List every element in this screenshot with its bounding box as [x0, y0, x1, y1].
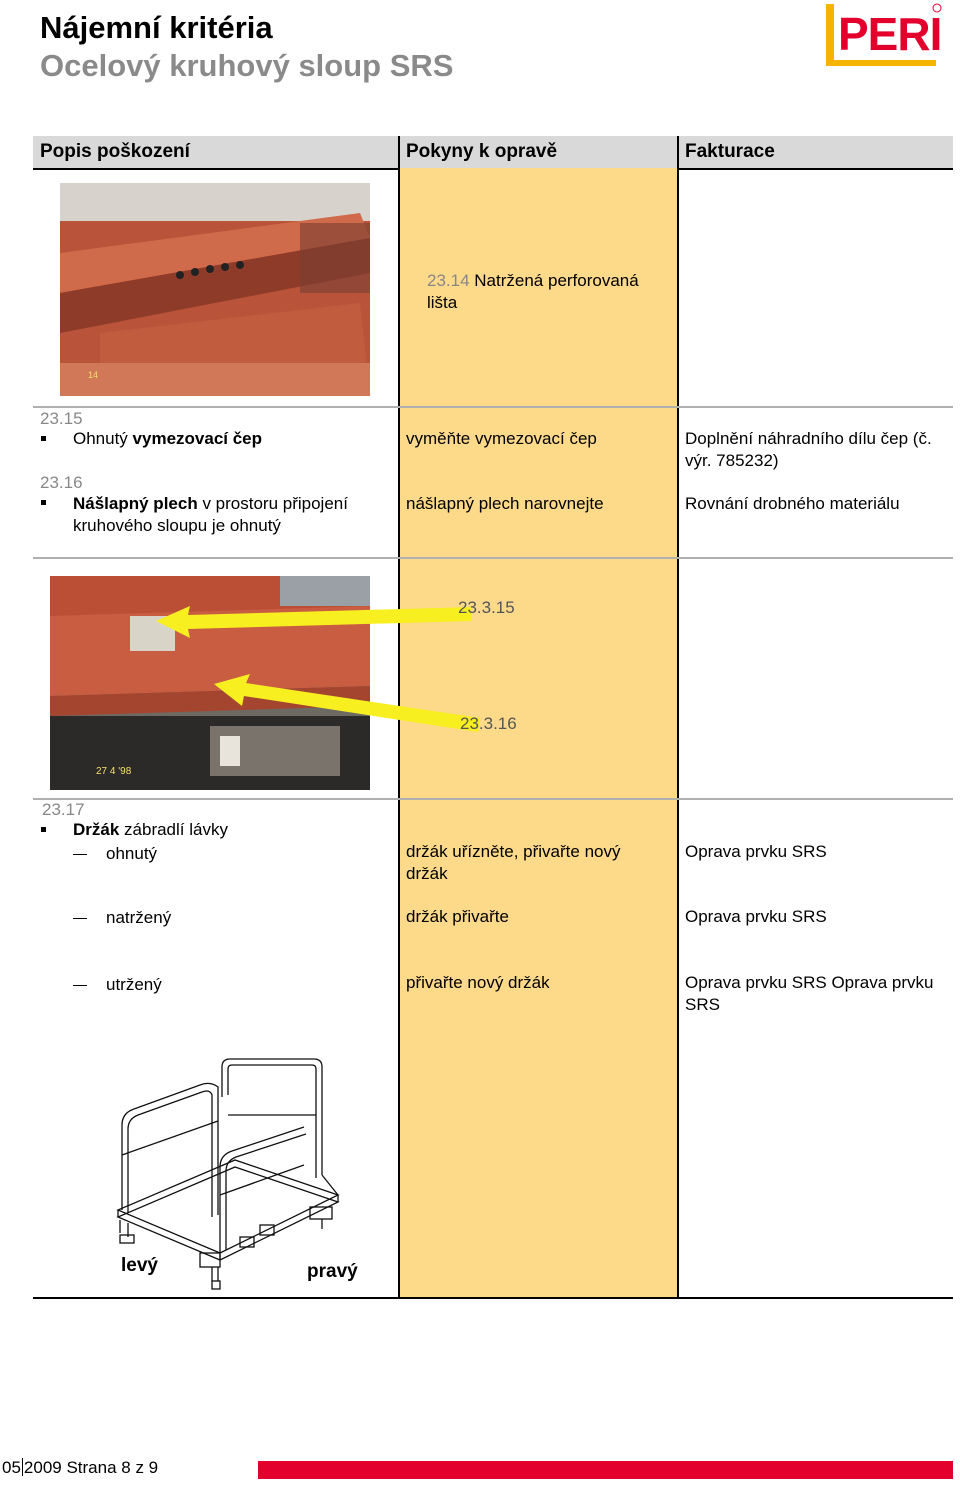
- code-23-15: 23.15: [40, 409, 83, 428]
- damage-torn: natržený: [106, 908, 172, 927]
- photo-perforated-strip: [60, 183, 370, 396]
- arrow-icon: [214, 674, 480, 732]
- divider: [33, 406, 953, 408]
- dash-icon: [73, 918, 87, 919]
- divider: [33, 1297, 953, 1299]
- row-23-14-text: [427, 270, 667, 314]
- bullet-icon: [41, 500, 46, 505]
- arrow-icon: [156, 606, 472, 638]
- page-title: Nájemní kritéria: [40, 10, 273, 45]
- text-23-16-bold: Nášlapný plech: [73, 494, 198, 513]
- column-header-billing: Fakturace: [678, 136, 953, 168]
- footer-date: 05: [2, 1458, 21, 1477]
- bullet-icon: [41, 827, 46, 832]
- action-bent: držák uřízněte, přivařte nový držák: [406, 842, 621, 883]
- billing-bent: Oprava prvku SRS: [685, 842, 827, 861]
- text-23-17: [73, 819, 228, 841]
- text-23-16-rest: v prostoru připojení kruhového sloupu je ohnutý: [73, 494, 348, 535]
- text-23-17-bold: Držák: [73, 820, 120, 839]
- action-torn: držák přivařte: [406, 907, 509, 926]
- code-23-14: 23.14: [427, 271, 470, 290]
- code-23-17: 23.17: [42, 800, 85, 819]
- text-23-17-rest: zábradlí lávky: [119, 820, 228, 839]
- label-right: pravý: [307, 1261, 358, 1282]
- action-broken-off: přivařte nový držák: [406, 973, 550, 992]
- text-23-15-bold: vymezovací čep: [132, 429, 263, 448]
- billing-broken-off: Oprava prvku SRS Oprava prvku SRS: [685, 973, 934, 1014]
- code-23-16: 23.16: [40, 473, 83, 492]
- text-23-15: [73, 428, 262, 450]
- arrows-overlay: [150, 590, 480, 740]
- footer-red-bar: [258, 1461, 953, 1479]
- svg-text:14: 14: [88, 370, 99, 380]
- action-23-16: nášlapný plech narovnejte: [406, 494, 604, 513]
- svg-text:PERI: PERI: [838, 8, 942, 60]
- damage-broken-off: utržený: [106, 975, 162, 994]
- page-subtitle: Ocelový kruhový sloup SRS: [40, 48, 454, 83]
- text-23-16: [73, 493, 393, 537]
- photo-caption: 27 4 '98: [96, 766, 132, 777]
- column-header-repair: Pokyny k opravě: [399, 136, 678, 168]
- divider: [677, 136, 679, 1299]
- divider: [33, 798, 953, 800]
- text-23-15-prefix: Ohnutý: [73, 429, 133, 448]
- divider: [33, 557, 953, 559]
- damage-bent: ohnutý: [106, 844, 158, 863]
- label-left: levý: [121, 1255, 158, 1276]
- footer-separator: [22, 1458, 23, 1476]
- dash-icon: [73, 854, 87, 855]
- action-23-15: vyměňte vymezovací čep: [406, 429, 597, 448]
- text-23-14: Natržená perforovaná lišta: [427, 271, 639, 312]
- dash-icon: [73, 985, 87, 986]
- label-23-3-15: 23.3.15: [458, 598, 515, 617]
- billing-23-15: Doplnění náhradního dílu čep (č. výr. 785232): [685, 429, 932, 470]
- bullet-icon: [41, 436, 46, 441]
- footer-page-info: [2, 1458, 158, 1478]
- peri-logo: [820, 2, 942, 68]
- footer-page-text: 2009 Strana 8 z 9: [23, 1458, 159, 1477]
- billing-torn: Oprava prvku SRS: [685, 907, 827, 926]
- column-header-damage: Popis poškození: [33, 136, 399, 168]
- label-23-3-16: 23.3.16: [460, 714, 517, 733]
- billing-23-16: Rovnání drobného materiálu: [685, 494, 900, 513]
